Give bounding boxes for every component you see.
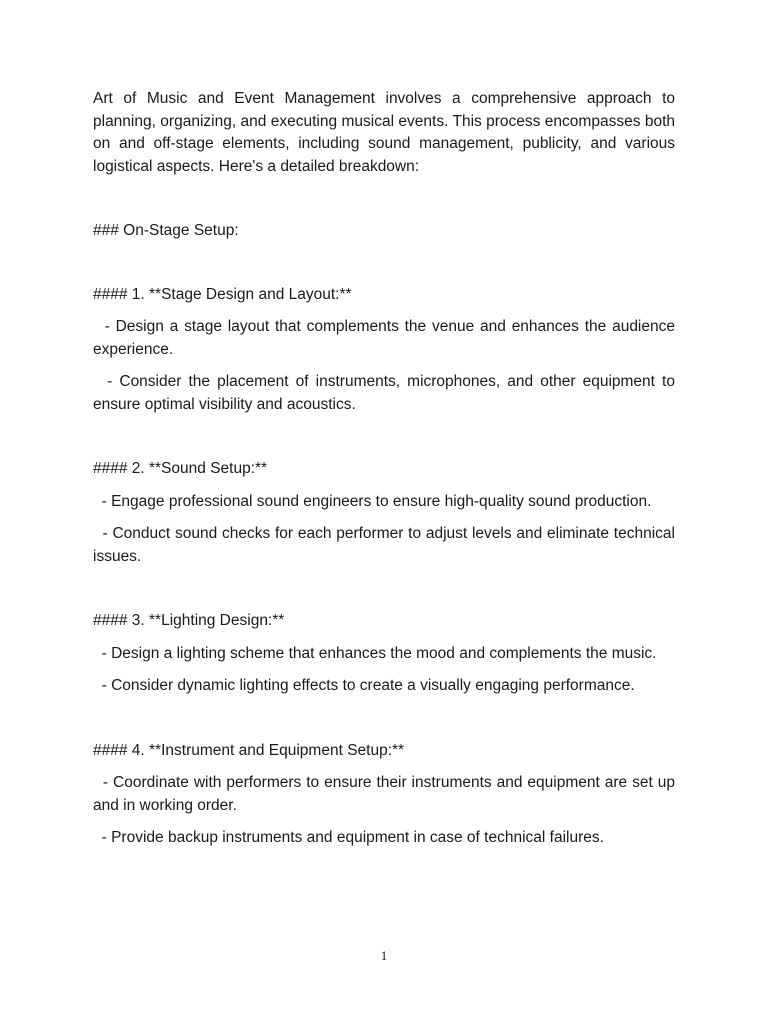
subsection-heading: #### 4. **Instrument and Equipment Setup:** — [93, 741, 405, 759]
bullet-text: - Engage professional sound engineers to ensure high-quality sound production. — [101, 492, 652, 510]
bullet-item — [93, 772, 675, 817]
bullet-text: - Provide backup instruments and equipment in case of technical failures. — [101, 829, 604, 846]
bullet-item — [93, 491, 675, 514]
bullet-item — [93, 675, 675, 698]
subsection-heading: #### 1. **Stage Design and Layout:** — [93, 285, 352, 303]
section-sound-setup — [93, 458, 675, 568]
bullet-text: - Design a stage layout that complements the venue and enhances the audience experience. — [93, 318, 675, 358]
section-stage-design — [93, 284, 675, 417]
bullet-text: - Design a lighting scheme that enhances the mood and complements the music. — [101, 644, 657, 662]
section-instrument-setup — [93, 740, 675, 850]
bullet-text: - Consider dynamic lighting effects to create a visually engaging performance. — [101, 677, 635, 694]
section-heading: ### On-Stage Setup: — [93, 222, 239, 239]
intro-paragraph: Art of Music and Event Management involves a comprehensive approach to planning, organizing, and executing musical events. This process encompasses both on and off-stage elements, including sound management, publicity, and various logistical aspects. Here's a detailed breakdown: — [93, 90, 675, 175]
section-lighting-design — [93, 610, 675, 698]
bullet-item — [93, 316, 675, 361]
bullet-item — [93, 643, 675, 666]
bullet-item — [93, 523, 675, 568]
bullet-text: - Conduct sound checks for each performer to adjust levels and eliminate technical issues. — [93, 525, 675, 565]
bullet-text: - Consider the placement of instruments, microphones, and other equipment to ensure optimal visibility and acoustics. — [93, 373, 675, 413]
bullet-item — [93, 371, 675, 416]
subsection-heading: #### 2. **Sound Setup:** — [93, 460, 268, 477]
bullet-text: - Coordinate with performers to ensure their instruments and equipment are set up and in working order. — [93, 774, 676, 814]
document-body — [93, 88, 675, 860]
subsection-heading: #### 3. **Lighting Design:** — [93, 612, 285, 629]
bullet-item — [93, 827, 675, 850]
page-number: 1 — [380, 948, 388, 963]
